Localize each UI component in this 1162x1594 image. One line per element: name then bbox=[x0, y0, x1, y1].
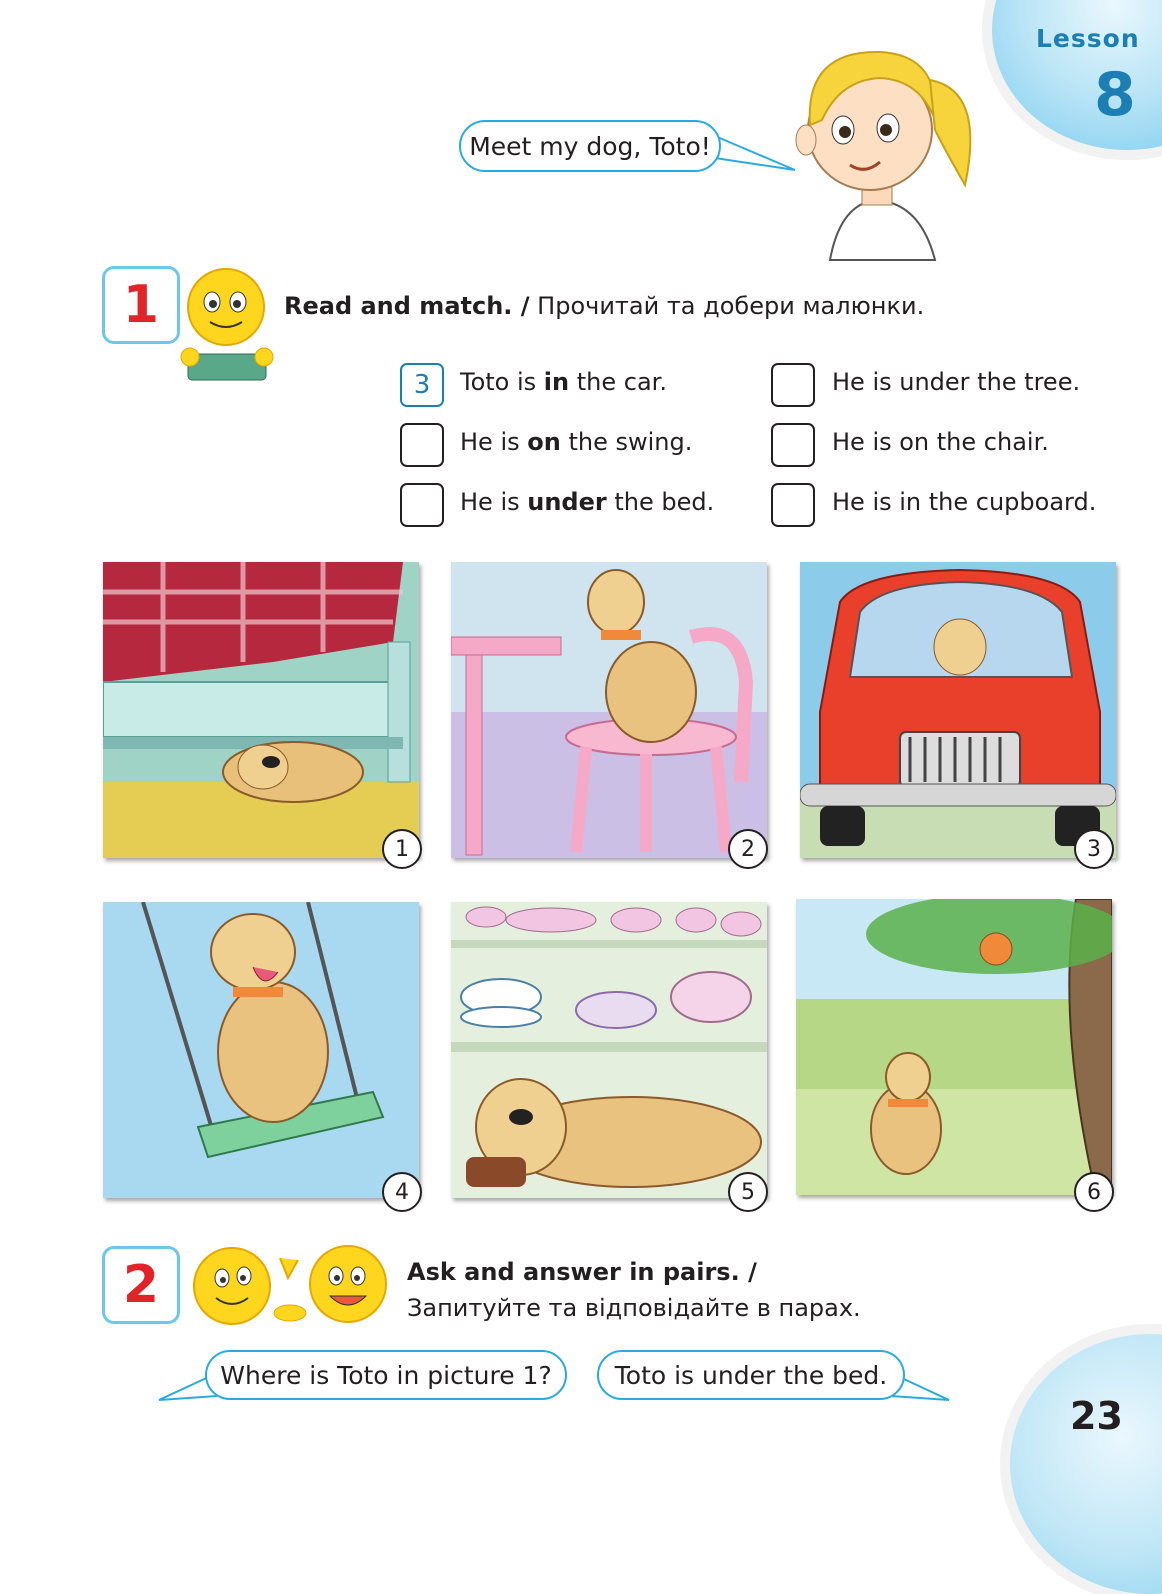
question-speech-bubble: Where is Toto in picture 1? bbox=[205, 1350, 567, 1400]
sentence-1-bold: in bbox=[543, 368, 570, 396]
sentence-2-bold: on bbox=[527, 428, 561, 456]
picture-number-5: 5 bbox=[728, 1172, 768, 1212]
answer-box-5[interactable] bbox=[771, 423, 815, 467]
sentence-5: He is on the chair. bbox=[832, 428, 1049, 456]
picture-dog-on-chair bbox=[451, 562, 767, 858]
picture-number-1: 1 bbox=[382, 829, 422, 869]
sentence-6: He is in the cupboard. bbox=[832, 488, 1097, 516]
girl-illustration bbox=[770, 30, 980, 270]
answer-box-6[interactable] bbox=[771, 483, 815, 527]
answer-speech-bubble: Toto is under the bed. bbox=[597, 1350, 905, 1400]
picture-dog-under-bed bbox=[103, 562, 419, 858]
lesson-badge bbox=[992, 0, 1162, 150]
picture-number-2: 2 bbox=[728, 829, 768, 869]
sentence-4: He is under the tree. bbox=[832, 368, 1081, 396]
task-2-title-en: Ask and answer in pairs. / bbox=[407, 1258, 757, 1286]
page-number: 23 bbox=[1070, 1394, 1123, 1438]
task-1-title-en: Read and match. / bbox=[284, 292, 530, 320]
page-number-badge bbox=[1010, 1334, 1162, 1594]
sentence-3 bbox=[460, 488, 714, 516]
picture-dog-in-cupboard bbox=[451, 902, 767, 1198]
answer-box-1[interactable]: 3 bbox=[400, 363, 444, 407]
answer-box-2[interactable] bbox=[400, 423, 444, 467]
sentence-2-post: the swing. bbox=[560, 428, 693, 456]
smiley-puzzle-icon bbox=[176, 262, 276, 392]
answer-box-4[interactable] bbox=[771, 363, 815, 407]
lesson-label: Lesson bbox=[1036, 24, 1140, 53]
picture-number-3: 3 bbox=[1074, 829, 1114, 869]
sentence-1-pre: Toto is bbox=[460, 368, 544, 396]
sentence-1 bbox=[460, 368, 667, 396]
task-1-title-ua: Прочитай та добери малюнки. bbox=[537, 292, 925, 320]
sentence-3-pre: He is bbox=[460, 488, 528, 516]
task-2-number: 2 bbox=[102, 1246, 180, 1324]
task-2-title-ua: Запитуйте та відповідайте в парах. bbox=[407, 1294, 861, 1322]
picture-number-6: 6 bbox=[1074, 1172, 1114, 1212]
sentence-3-post: the bed. bbox=[606, 488, 715, 516]
sentence-2-pre: He is bbox=[460, 428, 528, 456]
sentence-2 bbox=[460, 428, 692, 456]
sentence-1-post: the car. bbox=[569, 368, 667, 396]
picture-dog-on-swing bbox=[103, 902, 419, 1198]
task-1-title bbox=[284, 292, 924, 320]
two-smileys-icon bbox=[190, 1238, 390, 1330]
lesson-number: 8 bbox=[1094, 60, 1136, 130]
sentence-3-bold: under bbox=[527, 488, 607, 516]
intro-speech-bubble: Meet my dog, Toto! bbox=[459, 120, 721, 172]
picture-dog-in-car bbox=[800, 562, 1116, 858]
picture-number-4: 4 bbox=[382, 1172, 422, 1212]
task-1-number: 1 bbox=[102, 266, 180, 344]
picture-dog-under-tree bbox=[796, 899, 1112, 1195]
answer-box-3[interactable] bbox=[400, 483, 444, 527]
task-2-title bbox=[407, 1254, 861, 1326]
